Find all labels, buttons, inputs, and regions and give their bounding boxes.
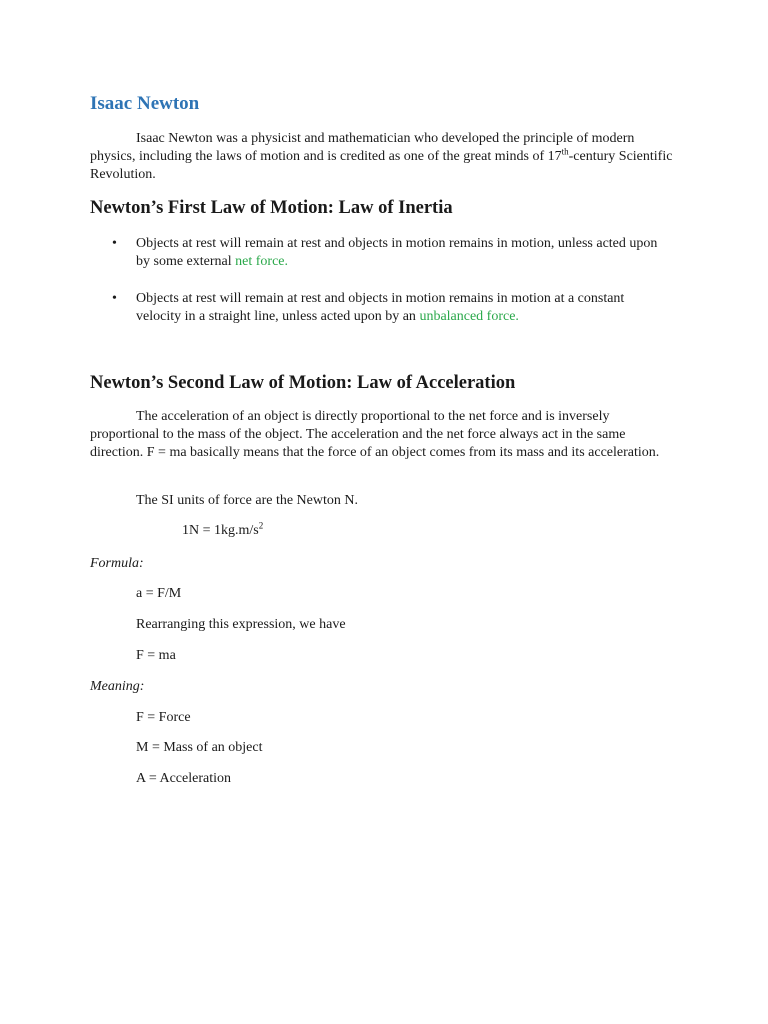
formula: a = F/M (136, 586, 182, 601)
formula-label: Formula: (90, 556, 144, 571)
unit-equation-text: 1N = 1kg.m/s (182, 523, 259, 538)
unit-equation-superscript: 2 (258, 520, 264, 531)
first-law-heading: Newton’s First Law of Motion: Law of Inertia (90, 198, 453, 218)
meaning-item: M = Mass of an object (136, 740, 263, 755)
formula-rearranged: F = ma (136, 648, 176, 663)
bullet-text (136, 290, 672, 326)
meaning-label: Meaning: (90, 679, 145, 694)
intro-text-end: -century Scientific Revolution. (90, 149, 673, 182)
second-law-paragraph: The acceleration of an object is directly proportional to the net force and is inversely proportional to the mass of the object. The acceleration and the net force always act in the same direction. F = ma basically means that the force of an object comes from its mass and its acceleration. (90, 409, 660, 460)
page-title: Isaac Newton (90, 93, 200, 114)
bullet-icon: • (112, 236, 117, 251)
unit-equation (182, 522, 263, 540)
intro-paragraph (90, 130, 680, 184)
unbalanced-force-link[interactable]: unbalanced force. (419, 309, 519, 324)
net-force-link[interactable]: net force. (235, 254, 288, 269)
bullet-text (136, 235, 672, 271)
bullet-1-text: Objects at rest will remain at rest and objects in motion remains in motion, unless acted upon by some external (136, 236, 658, 269)
meaning-item: F = Force (136, 710, 191, 725)
meaning-item: A = Acceleration (136, 771, 231, 786)
intro-text-start: Isaac Newton was a physicist and mathematician who developed the principle of modern physics, including the laws of motion and is credited as one of the great minds of 17 (90, 131, 635, 164)
si-units-text: The SI units of force are the Newton N. (136, 493, 358, 508)
bullet-icon: • (112, 291, 117, 306)
bullet-2-text: Objects at rest will remain at rest and objects in motion remains in motion at a constant velocity in a straight line, unless acted upon by an (136, 291, 625, 324)
second-law-heading: Newton’s Second Law of Motion: Law of Acceleration (90, 373, 516, 393)
rearrange-text: Rearranging this expression, we have (136, 617, 346, 632)
intro-superscript: th (561, 146, 569, 157)
